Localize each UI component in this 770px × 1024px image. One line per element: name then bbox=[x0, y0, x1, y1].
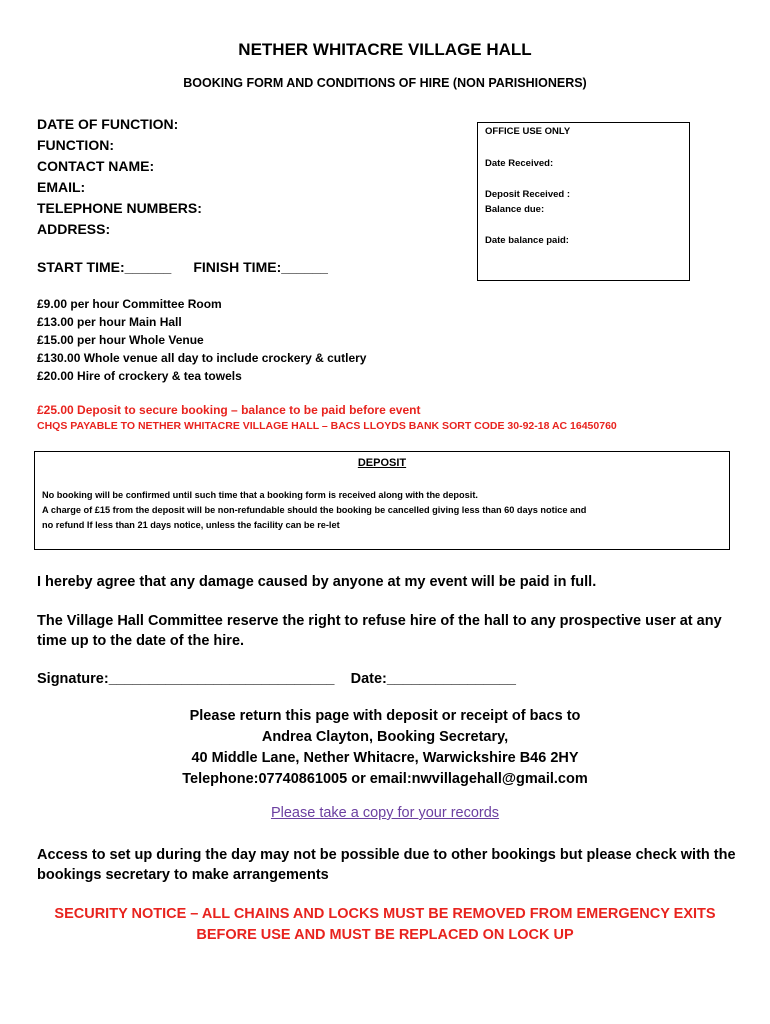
payment-details: CHQS PAYABLE TO NETHER WHITACRE VILLAGE HALL – BACS LLOYDS BANK SORT CODE 30-92-18 AC 16450760 bbox=[37, 420, 617, 432]
deposit-received-label: Deposit Received : bbox=[485, 189, 570, 200]
contact-name-label: CONTACT NAME: bbox=[37, 158, 155, 174]
deposit-heading: DEPOSIT bbox=[357, 457, 407, 469]
email-label: EMAIL: bbox=[37, 179, 86, 195]
page-title: NETHER WHITACRE VILLAGE HALL bbox=[238, 40, 532, 59]
date-of-function-label: DATE OF FUNCTION: bbox=[37, 116, 179, 132]
return-line: 40 Middle Lane, Nether Whitacre, Warwickshire B46 2HY bbox=[191, 750, 579, 766]
price-item: £9.00 per hour Committee Room bbox=[37, 297, 222, 311]
booking-fields bbox=[37, 114, 202, 240]
deposit-terms bbox=[42, 488, 723, 533]
refusal-right-text: The Village Hall Committee reserve the right to refuse hire of the hall to any prospective user at any time up to the date of the hire. bbox=[37, 613, 722, 649]
return-line: Telephone:07740861005 or email:nwvillagehall@gmail.com bbox=[182, 771, 588, 787]
deposit-line: No booking will be confirmed until such time that a booking form is received along with the deposit. bbox=[42, 490, 478, 500]
damage-agreement: I hereby agree that any damage caused by anyone at my event will be paid in full. bbox=[37, 574, 597, 590]
office-use-heading: OFFICE USE ONLY bbox=[485, 126, 571, 137]
price-list bbox=[37, 295, 366, 385]
deposit-line: no refund If less than 21 days notice, unless the facility can be re-let bbox=[42, 520, 340, 530]
security-line: BEFORE USE AND MUST BE REPLACED ON LOCK UP bbox=[196, 927, 574, 943]
security-notice bbox=[0, 904, 770, 946]
function-label: FUNCTION: bbox=[37, 137, 114, 153]
price-item: £13.00 per hour Main Hall bbox=[37, 315, 182, 329]
security-line: SECURITY NOTICE – ALL CHAINS AND LOCKS MUST BE REMOVED FROM EMERGENCY EXITS bbox=[54, 906, 716, 922]
deposit-note: £25.00 Deposit to secure booking – balance to be paid before event bbox=[37, 403, 421, 417]
finish-time-label: FINISH TIME:______ bbox=[193, 259, 328, 275]
time-fields bbox=[37, 259, 328, 275]
telephone-label: TELEPHONE NUMBERS: bbox=[37, 200, 202, 216]
start-time-label: START TIME:______ bbox=[37, 259, 172, 275]
price-item: £130.00 Whole venue all day to include crockery & cutlery bbox=[37, 351, 367, 365]
address-label: ADDRESS: bbox=[37, 221, 111, 237]
signature-line bbox=[37, 669, 516, 689]
return-instructions bbox=[0, 706, 770, 790]
date-balance-paid-label: Date balance paid: bbox=[485, 235, 569, 246]
return-line: Andrea Clayton, Booking Secretary, bbox=[261, 729, 509, 745]
office-use-box bbox=[477, 122, 690, 281]
access-note: Access to set up during the day may not be possible due to other bookings but please check with the bookings secretary to make arrangements bbox=[37, 847, 736, 883]
deposit-line: A charge of £15 from the deposit will be non-refundable should the booking be cancelled giving less than 60 days notice and bbox=[42, 505, 587, 515]
date-received-label: Date Received: bbox=[485, 158, 554, 169]
deposit-box bbox=[34, 451, 730, 550]
price-item: £15.00 per hour Whole Venue bbox=[37, 333, 204, 347]
price-item: £20.00 Hire of crockery & tea towels bbox=[37, 369, 242, 383]
balance-due-label: Balance due: bbox=[485, 204, 545, 215]
signature-label: Signature:____________________________ bbox=[37, 671, 335, 687]
return-line: Please return this page with deposit or receipt of bacs to bbox=[189, 708, 581, 724]
copy-records-link[interactable]: Please take a copy for your records bbox=[270, 805, 500, 821]
page-subtitle: BOOKING FORM AND CONDITIONS OF HIRE (NON PARISHIONERS) bbox=[183, 76, 587, 90]
date-label: Date:________________ bbox=[350, 671, 516, 687]
